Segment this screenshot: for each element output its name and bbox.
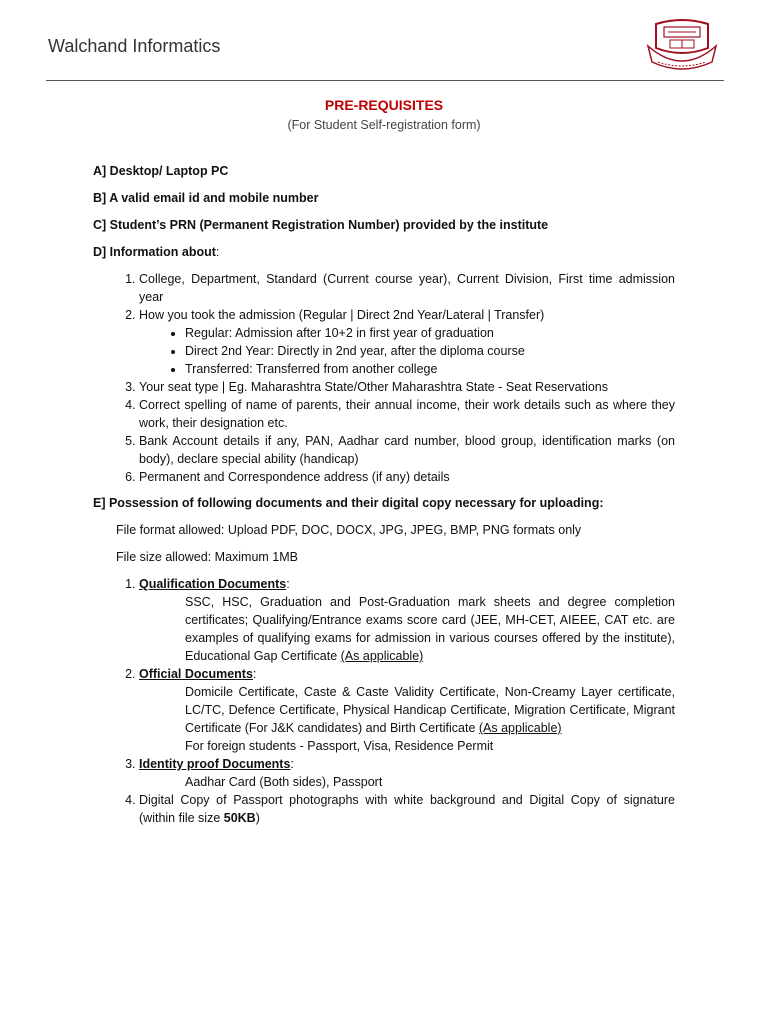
header-divider bbox=[46, 80, 724, 81]
closing-paren: ) bbox=[255, 811, 260, 825]
section-d-label: D] Information about bbox=[93, 245, 216, 259]
list-item: • Direct 2nd Year: Directly in 2nd year, after the diploma course bbox=[185, 342, 675, 360]
qualification-docs-desc bbox=[185, 593, 675, 665]
section-e: E] Possession of following documents and their digital copy necessary for uploading: bbox=[93, 496, 604, 510]
information-list bbox=[93, 270, 675, 486]
page-subtitle: (For Student Self-registration form) bbox=[287, 118, 481, 132]
photo-desc: Digital Copy of Passport photographs with white background and Digital Copy of signature (within file size bbox=[139, 793, 675, 825]
identity-docs-desc: Aadhar Card (Both sides), Passport bbox=[185, 775, 383, 789]
list-item bbox=[139, 575, 675, 665]
list-item-text: How you took the admission (Regular | Direct 2nd Year/Lateral | Transfer) bbox=[139, 308, 545, 322]
list-item: 3. Your seat type | Eg. Maharashtra State/Other Maharashtra State - Seat Reservations bbox=[139, 378, 675, 396]
list-item bbox=[139, 665, 675, 755]
colon: : bbox=[252, 667, 257, 681]
colon: : bbox=[290, 757, 294, 771]
institute-crest-logo bbox=[646, 18, 718, 70]
list-item: 6. Permanent and Correspondence address (if any) details bbox=[139, 468, 675, 486]
document-body bbox=[93, 162, 675, 835]
identity-docs-title: Identity proof Documents bbox=[139, 757, 291, 771]
documents-list bbox=[93, 575, 675, 827]
section-d-colon: : bbox=[215, 245, 220, 259]
file-size-note: File size allowed: Maximum 1MB bbox=[116, 550, 298, 564]
foreign-students-note: For foreign students - Passport, Visa, Residence Permit bbox=[185, 739, 494, 753]
section-c: C] Student’s PRN (Permanent Registration Number) provided by the institute bbox=[93, 218, 549, 232]
section-a: A] Desktop/ Laptop PC bbox=[93, 164, 229, 178]
institute-name: Walchand Informatics bbox=[48, 36, 221, 56]
file-format-note: File format allowed: Upload PDF, DOC, DOCX, JPG, JPEG, BMP, PNG formats only bbox=[116, 523, 582, 537]
page-title: PRE-REQUISITES bbox=[324, 97, 444, 113]
official-docs-title: Official Documents bbox=[139, 667, 253, 681]
admission-type-list bbox=[139, 324, 675, 378]
qualification-docs-text: SSC, HSC, Graduation and Post-Graduation mark sheets and degree completion certificates; Qualifying/Entrance exams score card (JEE, MH-CET, AIEEE, CAT etc. are examples of qualifying exams for admission in various courses offered by the institute), Educational Gap Certificate bbox=[185, 595, 675, 663]
list-item: 4. Correct spelling of name of parents, their annual income, their work details such as where they work, their designation etc. bbox=[139, 396, 675, 432]
list-item bbox=[139, 755, 675, 791]
list-item: 1. College, Department, Standard (Current course year), Current Division, First time admission year bbox=[139, 270, 675, 306]
official-docs-desc bbox=[185, 683, 675, 737]
as-applicable-note: (As applicable) bbox=[478, 721, 562, 735]
section-d bbox=[93, 243, 675, 261]
colon: : bbox=[286, 577, 290, 591]
list-item: • Transferred: Transferred from another college bbox=[185, 360, 675, 378]
list-item: 5. Bank Account details if any, PAN, Aadhar card number, blood group, identification marks (on body), declare special ability (handicap) bbox=[139, 432, 675, 468]
list-item: • Regular: Admission after 10+2 in first year of graduation bbox=[185, 324, 675, 342]
list-item bbox=[139, 791, 675, 827]
photo-size-limit: 50KB bbox=[223, 811, 256, 825]
section-b: B] A valid email id and mobile number bbox=[93, 191, 319, 205]
as-applicable-note: (As applicable) bbox=[340, 649, 424, 663]
official-docs-text: Domicile Certificate, Caste & Caste Validity Certificate, Non-Creamy Layer certificate, LC/TC, Defence Certificate, Physical Handicap Certificate, Migration Certificate, Migrant Certificate (For J&K candidates) and Birth Certificate bbox=[185, 685, 675, 735]
list-item bbox=[139, 306, 675, 378]
qualification-docs-title: Qualification Documents bbox=[139, 577, 287, 591]
